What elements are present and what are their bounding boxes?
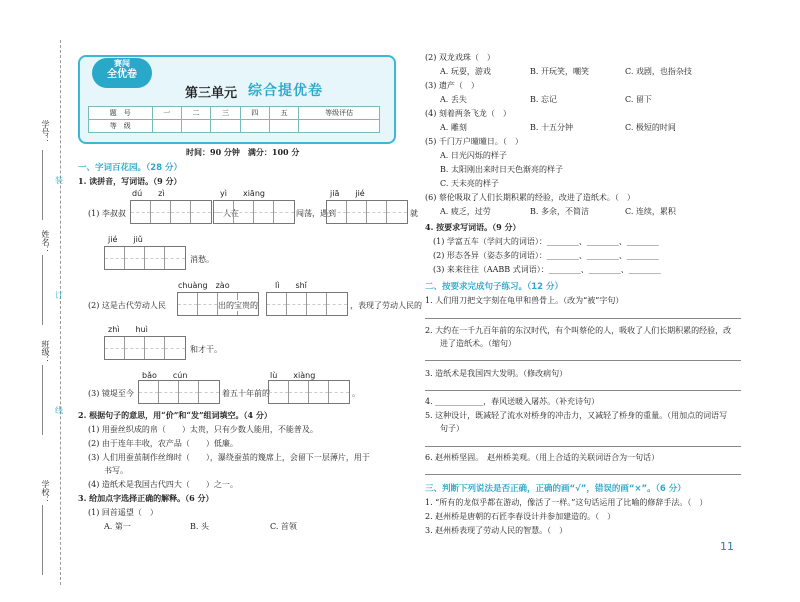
question-text: (1) 用蚕丝织成的帛（ ）太贵，只有少数人能用，不能普及。	[88, 425, 318, 434]
question-text: 书写。	[104, 466, 128, 475]
grade-input[interactable]	[299, 120, 380, 133]
question-text: ，表现了劳动人民的	[350, 301, 422, 310]
student-no-line[interactable]	[42, 150, 43, 220]
score-cell: 等 级	[89, 120, 153, 133]
school-line[interactable]	[42, 505, 43, 575]
pinyin: jiā jié	[330, 189, 365, 198]
name-label: 姓名：	[41, 230, 50, 254]
section-3-title: 三、判断下列说法是否正确，正确的画“√”，错误的画“×”。（6 分）	[425, 484, 686, 494]
option[interactable]: A. 日光闪烁的样子	[440, 151, 507, 160]
question-text: 句子）	[440, 424, 464, 433]
grade-input[interactable]	[240, 120, 269, 133]
answer-line[interactable]	[425, 360, 741, 361]
option[interactable]: B. 多余，不简洁	[530, 207, 589, 216]
question-text: 5. 这种设计，既减轻了流水对桥身的冲击力，又减轻了桥身的重量。（用加点的词语写	[425, 411, 728, 420]
question-text[interactable]: 2. 赵州桥是唐朝的石匠李春设计并参加建造的。（ ）	[425, 512, 616, 521]
option[interactable]: C. 首领	[270, 522, 297, 531]
question-text: 闯荡，遇到	[296, 209, 336, 218]
section-2-title: 二、按要求完成句子练习。（12 分）	[425, 282, 564, 292]
option[interactable]: C. 戏剧，也指杂技	[625, 67, 692, 76]
class-label: 班级：	[41, 340, 50, 364]
option[interactable]: A. 玩耍，游戏	[440, 67, 491, 76]
binding-line	[60, 40, 61, 585]
question-text: (1) 李叔叔	[88, 209, 126, 218]
answer-line[interactable]	[425, 446, 741, 447]
question-text: (4) 刻着两条飞龙（ ）	[425, 109, 511, 118]
pinyin: bǎo cún	[142, 371, 188, 380]
question-text: 着五十年前的	[222, 389, 270, 398]
class-line[interactable]	[42, 365, 43, 435]
question-text: (3) 镜堤至今	[88, 389, 134, 398]
char-grid[interactable]	[138, 380, 220, 404]
school-label: 学校：	[41, 480, 50, 504]
time-info: 时间：90 分钟 满分：100 分	[186, 147, 300, 157]
answer-line[interactable]	[425, 390, 741, 391]
option[interactable]: B. 忘记	[530, 95, 557, 104]
student-no-label: 学号：	[41, 120, 50, 144]
option[interactable]: A. 丢失	[440, 95, 467, 104]
q3-title: 3. 给加点字选择正确的解释。（6 分）	[78, 493, 214, 503]
score-cell: 三	[211, 107, 240, 120]
char-grid[interactable]	[213, 200, 295, 224]
score-cell: 题 号	[89, 107, 153, 120]
question-text: (2) 由于连年丰收，农产品（ ）低廉。	[88, 439, 238, 448]
pinyin: yì xiāng	[220, 189, 265, 198]
question-text: 1. 人们用刀把文字刻在龟甲和兽骨上。（改为“被”字句）	[425, 296, 624, 305]
name-line[interactable]	[42, 255, 43, 325]
question-text: (4) 造纸术是我国古代四大（ ）之一。	[88, 480, 238, 489]
q4-title: 4. 按要求写词语。（9 分）	[425, 222, 521, 232]
question-text: 和才干。	[190, 345, 222, 354]
question-text: (3) 人们用蚕茧制作丝绵时（ ），瀑绕蚕茧的篾席上，会留下一层薄片，用于	[88, 453, 370, 462]
score-table	[88, 106, 380, 133]
question-text: 2. 大约在一千九百年前的东汉时代，有个叫蔡伦的人，吸收了人们长期积累的经验，改	[425, 326, 732, 335]
grade-input[interactable]	[152, 120, 181, 133]
pinyin: chuàng zào	[178, 281, 230, 290]
question-text: (5) 千门万户曈曈日。（ ）	[425, 137, 523, 146]
score-cell: 二	[181, 107, 210, 120]
score-grade-row	[89, 120, 380, 133]
score-cell: 四	[240, 107, 269, 120]
section-1-title: 一、字词百花园。（28 分）	[78, 163, 183, 173]
option[interactable]: A. 雕刻	[440, 123, 467, 132]
page-number: 11	[720, 540, 734, 553]
binding-dot-1: 装	[55, 176, 63, 185]
grade-input[interactable]	[211, 120, 240, 133]
question-text[interactable]: (1) 学富五车（学问大的词语）：________、________、________	[433, 237, 659, 246]
score-cell: 一	[152, 107, 181, 120]
q2-title: 2. 根据句子的意思，用“价”和“发”组词填空。（4 分）	[78, 410, 272, 420]
question-text: (6) 蔡伦吸取了人们长期积累的经验，改进了造纸术。（ ）	[425, 193, 635, 202]
pinyin: lì shǐ	[275, 281, 307, 290]
question-text: 6. 赵州桥坚固。 赵州桥美观。（用上合适的关联词语合为一句话）	[425, 453, 660, 462]
question-text[interactable]: 3. 赵州桥表现了劳动人民的智慧。（ ）	[425, 526, 568, 535]
question-text: 3. 造纸术是我国四大发明。（修改病句）	[425, 369, 568, 378]
question-text: 进了造纸术。（缩句）	[440, 339, 516, 348]
option[interactable]: A. 第一	[104, 522, 131, 531]
char-grid[interactable]	[104, 336, 186, 360]
logo: 赛闯 全优卷	[92, 58, 152, 88]
exam-title: 综合提优卷	[248, 83, 323, 99]
pinyin: zhì huì	[108, 325, 148, 334]
question-text[interactable]: (2) 形态各异（姿态多的词语）：________、________、________	[433, 251, 659, 260]
score-cell: 五	[269, 107, 298, 120]
binding-dot-2: 订	[55, 291, 63, 300]
char-grid[interactable]	[326, 200, 408, 224]
option[interactable]: C. 天未亮的样子	[440, 179, 499, 188]
unit-title: 第三单元	[185, 86, 238, 101]
option[interactable]: B. 太阳刚出来时日天色渐亮的样子	[440, 165, 563, 174]
option[interactable]: C. 连续，累积	[625, 207, 676, 216]
score-cell: 等级评估	[299, 107, 380, 120]
option[interactable]: C. 留下	[625, 95, 652, 104]
score-header-row	[89, 107, 380, 120]
char-grid[interactable]	[130, 200, 212, 224]
question-text[interactable]: (3) 来来往往（AABB 式词语）：________、________、________	[433, 265, 661, 274]
pinyin: dú zì	[132, 189, 165, 198]
char-grid[interactable]	[266, 292, 348, 316]
question-text: 出的宝贵的	[218, 301, 258, 310]
question-text: (2) 双龙戏珠（ ）	[425, 53, 495, 62]
answer-line[interactable]	[425, 318, 741, 319]
q1-title: 1. 读拼音，写词语。（9 分）	[78, 176, 182, 186]
question-text[interactable]: 4. ____________，春风送暖入屠苏。（补充诗句）	[425, 397, 600, 406]
option[interactable]: B. 头	[190, 522, 209, 531]
char-grid[interactable]	[104, 246, 186, 270]
option[interactable]: B. 十五分钟	[530, 123, 573, 132]
grade-input[interactable]	[269, 120, 298, 133]
binding-dot-3: 线	[55, 406, 63, 415]
question-text: (1) 回首遥望（ ）	[88, 508, 158, 517]
question-text[interactable]: 1. “所有的龙似乎都在游动，像活了一样。”这句话运用了比喻的修辞手法。（ ）	[425, 498, 708, 507]
option[interactable]: B. 开玩笑，嘲笑	[530, 67, 589, 76]
question-text: 消愁。	[190, 255, 214, 264]
char-grid[interactable]	[268, 380, 350, 404]
question-text: 。	[352, 389, 360, 398]
pinyin: lù xiàng	[270, 371, 316, 380]
question-text: (2) 这是古代劳动人民	[88, 301, 166, 310]
question-text: 就	[410, 209, 418, 218]
question-text: (3) 遗产（ ）	[425, 81, 479, 90]
option[interactable]: C. 极短的时间	[625, 123, 676, 132]
option[interactable]: A. 疲乏，过劳	[440, 207, 491, 216]
pinyin: jié jiǔ	[108, 235, 143, 244]
grade-input[interactable]	[181, 120, 210, 133]
answer-line[interactable]	[425, 474, 741, 475]
question-text: 一人在	[215, 209, 239, 218]
